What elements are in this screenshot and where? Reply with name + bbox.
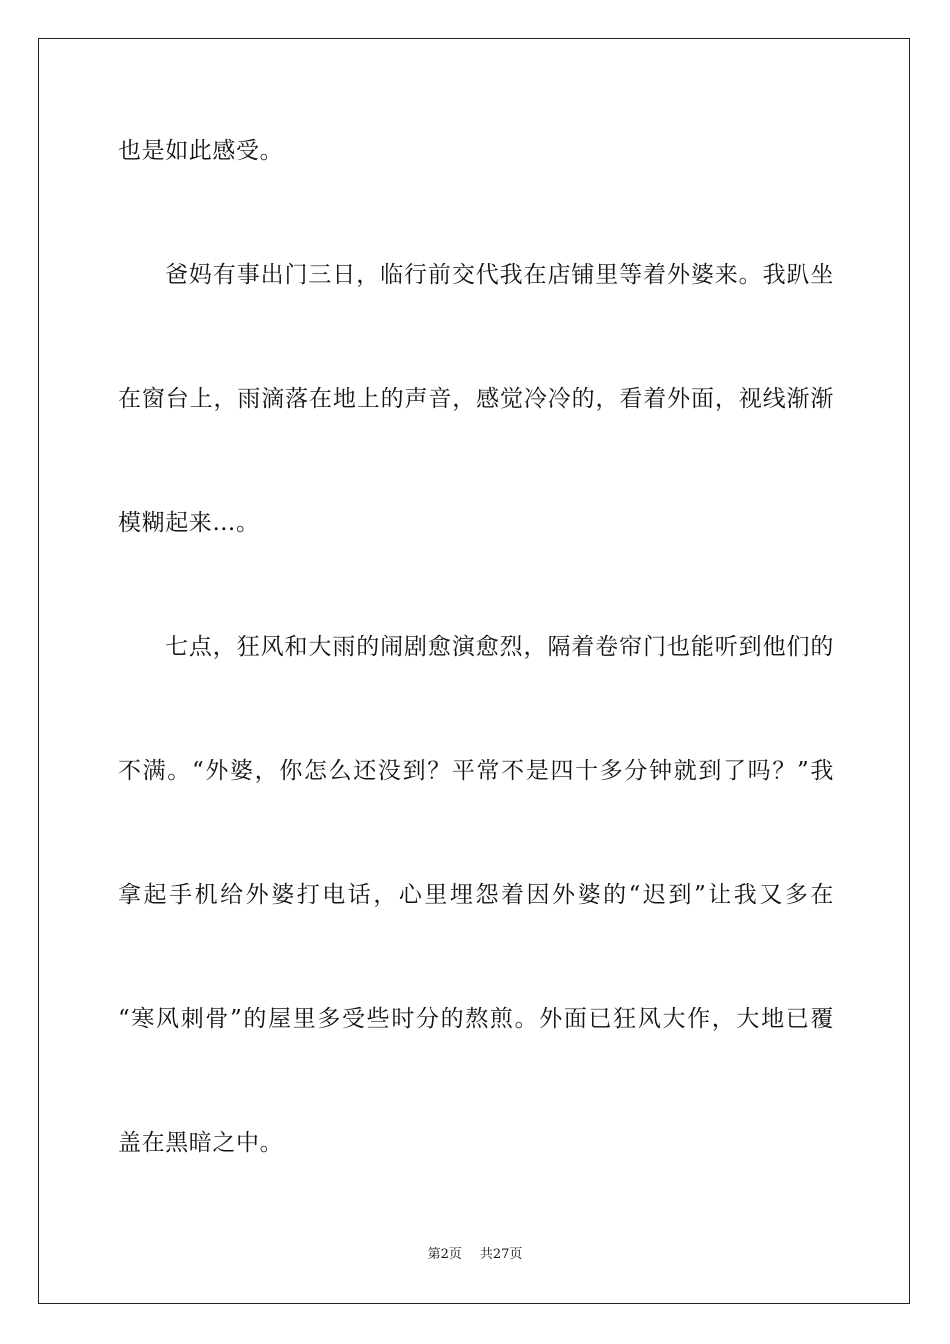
text-line-9: 盖在黑暗之中。 xyxy=(118,1130,284,1156)
text-line-3: 在窗台上，雨滴落在地上的声音，感觉冷冷的，看着外面，视线渐渐 xyxy=(118,386,834,412)
text-line-5: 七点，狂风和大雨的闹剧愈演愈烈，隔着卷帘门也能听到他们的 xyxy=(165,634,834,660)
text-line-8: “寒风刺骨”的屋里多受些时分的熬煎。外面已狂风大作，大地已覆 xyxy=(118,1006,834,1032)
page-number: 第2页 xyxy=(427,1247,462,1262)
text-line-7: 拿起手机给外婆打电话，心里埋怨着因外婆的“迟到”让我又多在 xyxy=(118,882,834,908)
text-line-2: 爸妈有事出门三日，临行前交代我在店铺里等着外婆来。我趴坐 xyxy=(165,262,834,288)
page-border xyxy=(38,38,910,1304)
text-line-1: 也是如此感受。 xyxy=(118,138,284,164)
total-pages: 共27页 xyxy=(479,1247,523,1262)
text-line-6: 不满。“外婆，你怎么还没到？平常不是四十多分钟就到了吗？”我 xyxy=(118,758,834,784)
text-line-4: 模糊起来…。 xyxy=(118,510,260,536)
page-footer xyxy=(0,1246,950,1264)
